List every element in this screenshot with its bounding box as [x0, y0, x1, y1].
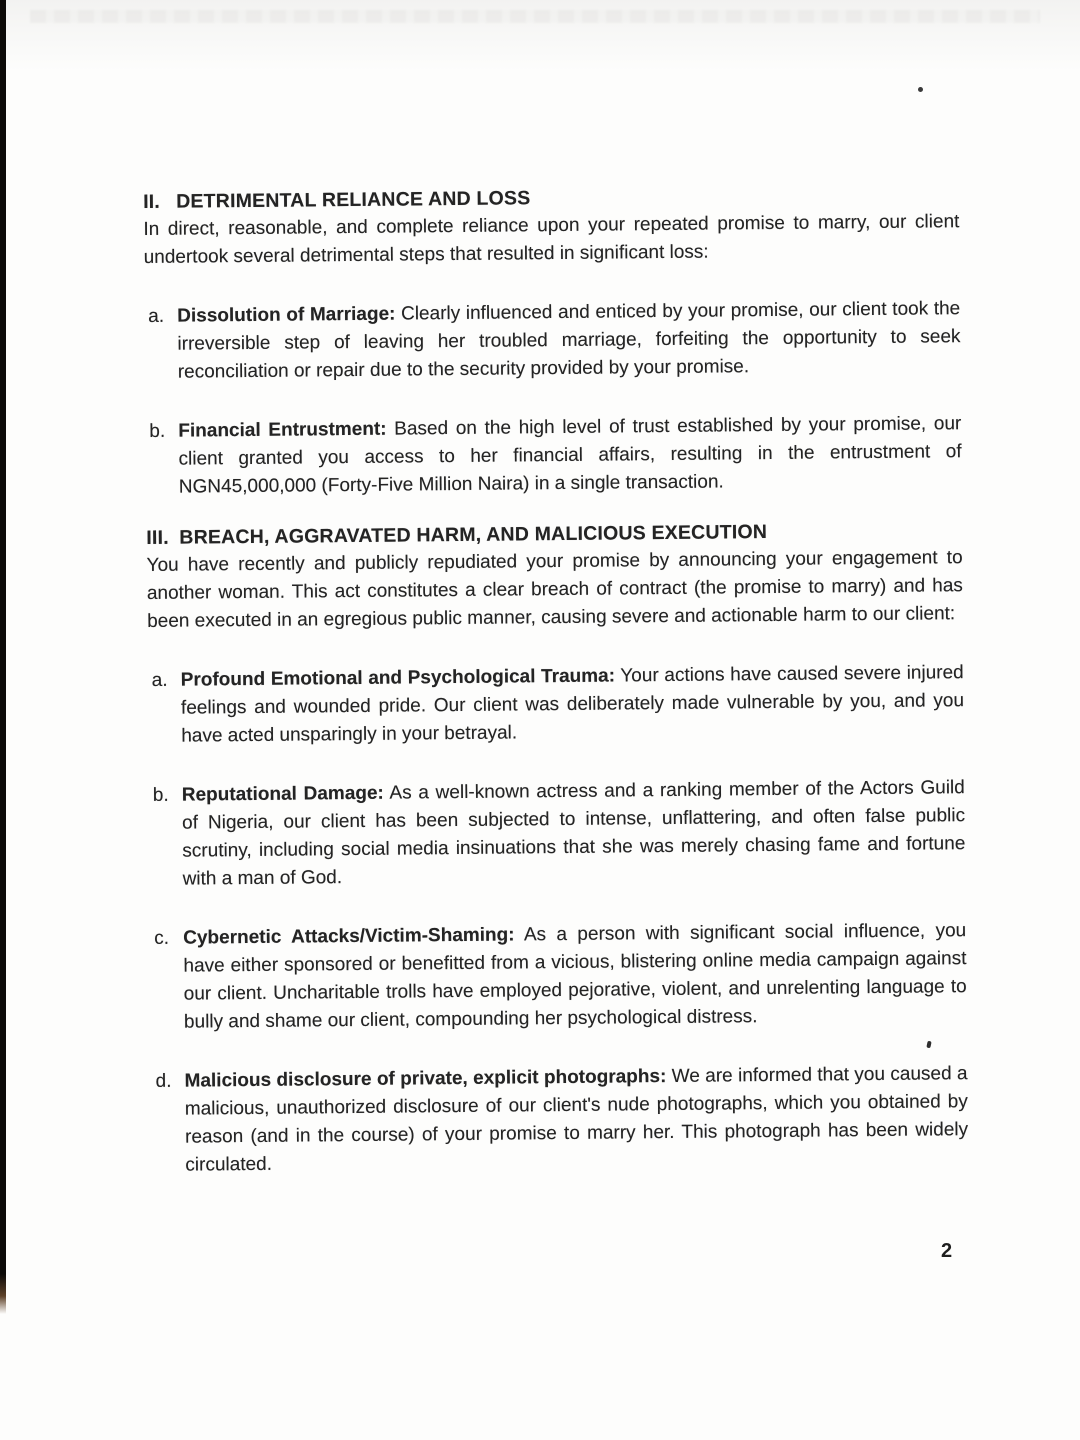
item-letter: a. — [148, 305, 165, 327]
item-title: Dissolution of Marriage: — [177, 303, 396, 327]
list-item-reputational-damage — [149, 774, 966, 894]
section-intro: You have recently and publicly repudiated your promise by announcing your engagement to another woman. This act constitutes a clear breach of contract (the promise to marry) and has been executed in an egregious public manner, causing severe and actionable harm to our client: — [146, 547, 963, 632]
item-letter: d. — [155, 1070, 172, 1092]
scan-edge-tail-artifact — [0, 1274, 6, 1314]
section-breach-harm — [146, 516, 968, 1180]
item-body: As a person with significant social influence, you have either sponsored or benefitted from a vicious, blistering online media campaign against our client. Uncharitable trolls have employed pejorative, violent, and unrelenting language to bully and shame our client, compounding her psychological distress. — [183, 920, 967, 1033]
item-title: Financial Entrustment: — [178, 418, 387, 442]
list-item-financial-entrustment — [145, 410, 962, 502]
item-body: Clearly influenced and enticed by your promise, our client took the irreversible step of leaving her troubled marriage, forfeiting the opportunity to seek reconciliation or repair due to the security provided by your promise. — [177, 298, 961, 383]
list-item-dissolution — [144, 295, 961, 387]
list-item-cybernetic-attacks — [150, 917, 967, 1037]
section-numeral: III. — [146, 526, 169, 549]
page-number: 2 — [941, 1240, 953, 1262]
scan-edge-artifact — [0, 0, 6, 1274]
item-body: We are informed that you caused a malicious, unauthorized disclosure of our client's nude photographs, which you obtained by reason (and in the course) of your promise to marry her. This photograph has been widely circulated. — [184, 1063, 969, 1176]
item-title: Profound Emotional and Psychological Trauma: — [180, 665, 616, 691]
item-title: Malicious disclosure of private, explicit photographs: — [184, 1066, 667, 1092]
section-intro: In direct, reasonable, and complete reliance upon your repeated promise to marry, our client undertook several detrimental steps that resulted in significant loss: — [143, 211, 960, 268]
section-title: BREACH, AGGRAVATED HARM, AND MALICIOUS EXECUTION — [179, 521, 768, 549]
item-title: Reputational Damage: — [181, 782, 384, 806]
item-letter: c. — [154, 927, 170, 949]
section-title: DETRIMENTAL RELIANCE AND LOSS — [176, 187, 531, 213]
item-letter: b. — [149, 420, 166, 442]
list-item-emotional-trauma — [148, 659, 965, 751]
item-title: Cybernetic Attacks/Victim-Shaming: — [183, 924, 515, 949]
scan-haze-row-artifact — [30, 10, 1040, 23]
item-body: As a well-known actress and a ranking member of the Actors Guild of Nigeria, our client has been subjected to intense, unflattering, and often false public scrutiny, including social media insinuations that she was merely chasing fame and fortune with a man of God. — [181, 777, 966, 890]
item-body: Based on the high level of trust established by your promise, our client granted you access to her financial affairs, resulting in the entrustment of NGN45,000,000 (Forty-Five Million Naira) in a single transaction. — [178, 413, 962, 498]
item-letter: b. — [152, 784, 169, 806]
section-numeral: II. — [143, 190, 161, 213]
section-detrimental-reliance — [143, 180, 962, 502]
document-body — [143, 180, 968, 1180]
scan-speck — [918, 87, 923, 92]
scan-haze-artifact — [0, 0, 1080, 72]
list-item-malicious-disclosure — [151, 1060, 968, 1180]
item-body: Your actions have caused severe injured feelings and wounded pride. Our client was deliberately made vulnerable by you, and you have acted unsparingly in your betrayal. — [180, 662, 965, 747]
item-letter: a. — [151, 669, 168, 691]
